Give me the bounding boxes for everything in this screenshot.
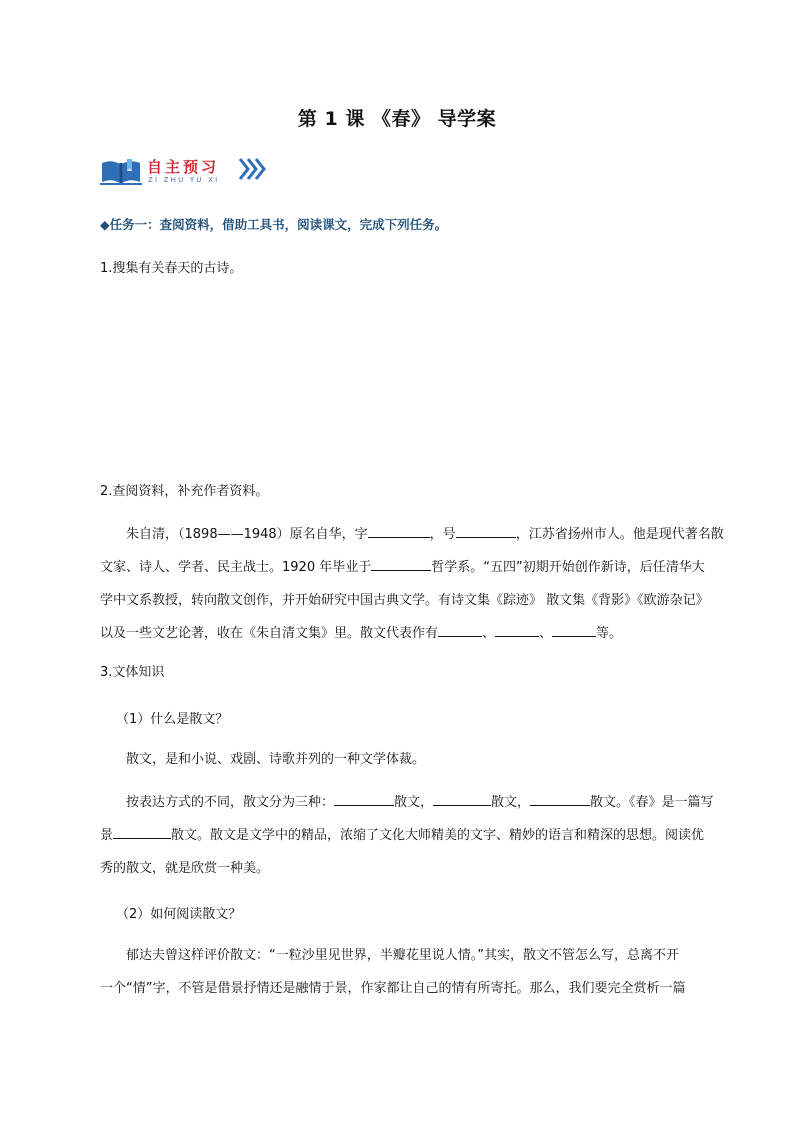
essay-classification [100, 786, 726, 885]
question-3-1: （1）什么是散文？ [116, 712, 229, 727]
question-1: 1.搜集有关春天的古诗。 [100, 261, 243, 276]
bio-text: ，号 [429, 527, 456, 542]
cls-text: 散文。散文是文学中的精品，浓缩了文化大师精美的文字、精妙的语言和精深的思想。阅读优 [171, 828, 705, 843]
page-title: 第 1 课 《春》 导学案 [297, 108, 497, 130]
section-banner [100, 153, 290, 189]
essay-definition: 散文，是和小说、戏剧、诗歌并列的一种文学体裁。 [126, 752, 426, 767]
blank-field[interactable] [456, 524, 516, 538]
banner-pinyin: ZI ZHU YU XI [148, 176, 220, 184]
bio-text: 文家、诗人、学者、民主战士。1920 年毕业于 [100, 560, 372, 575]
blank-field[interactable] [113, 825, 171, 839]
book-icon [100, 159, 142, 185]
bio-text: 朱自清，（1898——1948）原名自华，字 [126, 527, 368, 542]
question-3: 3.文体知识 [100, 665, 165, 680]
cls-text: 散文。《春》是一篇写 [590, 795, 714, 810]
cls-text: 秀的散文，就是欣赏一种美。 [100, 861, 270, 876]
blank-field[interactable] [371, 557, 431, 571]
blank-field[interactable] [438, 623, 482, 637]
blank-field[interactable] [552, 623, 596, 637]
cls-text: 按表达方式的不同，散文分为三种： [126, 795, 335, 810]
yu-text: 一个“情”字，不管是借景抒情还是融情于景，作家都让自己的情有所寄托。那么，我们要完全赏析一篇 [100, 981, 686, 996]
yu-dafu-paragraph [100, 939, 726, 1005]
bio-text: 、 [482, 626, 496, 641]
cls-text: 景 [100, 828, 114, 843]
question-2: 2.查阅资料，补充作者资料。 [100, 484, 269, 499]
blank-field[interactable] [530, 792, 590, 806]
bio-text: 、 [539, 626, 553, 641]
task-heading: ◆任务一：查阅资料，借助工具书，阅读课文，完成下列任务。 [100, 217, 448, 232]
bio-text: 等。 [596, 626, 623, 641]
author-bio [100, 518, 726, 650]
blank-field[interactable] [495, 623, 539, 637]
blank-field[interactable] [368, 524, 430, 538]
yu-text: 郁达夫曾这样评价散文：“一粒沙里见世界，半瓣花里说人情。”其实，散文不管怎么写，总离不开 [126, 948, 679, 963]
chevrons-icon [238, 157, 268, 181]
question-3-2: （2）如何阅读散文？ [116, 907, 242, 922]
banner-label: 自主预习 [147, 158, 220, 176]
cls-text: 散文， [491, 795, 531, 810]
cls-text: 散文， [394, 795, 434, 810]
bio-text: ，江苏省扬州市人。他是现代著名散 [515, 527, 724, 542]
bio-text: 哲学系。“五四”初期开始创作新诗，后任清华大 [431, 560, 705, 575]
blank-field[interactable] [433, 792, 491, 806]
bio-text: 学中文系教授，转向散文创作，并开始研究中国古典文学。有诗文集《踪迹》 散文集《背影》《欧游杂记》 [100, 593, 709, 608]
blank-field[interactable] [334, 792, 394, 806]
bio-text: 以及一些文艺论著，收在《朱自清文集》里。散文代表作有 [100, 626, 439, 641]
